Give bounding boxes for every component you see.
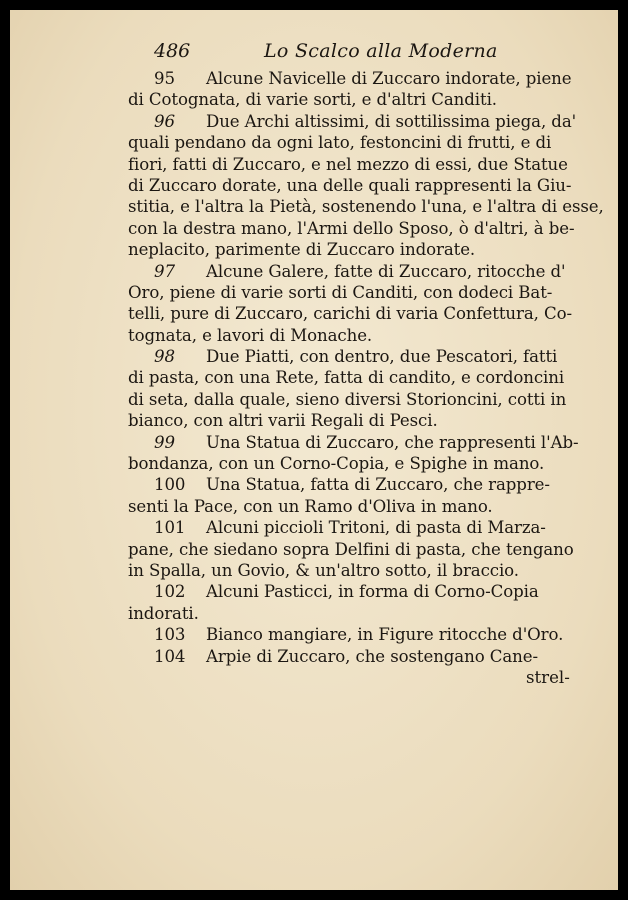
entry-99 xyxy=(36,432,606,475)
entry-text: Una Statua, fatta di Zuccaro, che rappre- xyxy=(206,475,550,495)
entry-first-line xyxy=(36,474,606,495)
entry-number: 101 xyxy=(154,518,186,538)
entry-number: 103 xyxy=(154,625,186,645)
entry-first-line xyxy=(36,346,606,367)
entry-number: 97 xyxy=(154,261,175,281)
entry-102 xyxy=(36,581,606,624)
entry-line: di Cotognata, di varie sorti, e d'altri Canditi. xyxy=(128,90,497,110)
entry-line: pane, che siedano sopra Delfini di pasta, che tengano xyxy=(128,539,574,559)
entry-number: 95 xyxy=(154,69,175,88)
entry-line: stitia, e l'altra la Pietà, sostenendo l'una, e l'altra di esse, xyxy=(128,197,604,217)
entries-list xyxy=(36,68,606,667)
entry-line: di pasta, con una Rete, fatta di candito, e cordoncini xyxy=(128,368,565,388)
entry-96 xyxy=(36,111,606,261)
entry-line: in Spalla, un Govio, & un'altro sotto, il braccio. xyxy=(128,560,519,580)
entry-text: Alcuni Pasticci, in forma di Corno-Copia xyxy=(206,582,539,602)
entry-line: neplacito, parimente di Zuccaro indorate. xyxy=(128,240,476,260)
entry-first-line xyxy=(36,261,606,282)
entry-line: fiori, fatti di Zuccaro, e nel mezzo di essi, due Statue xyxy=(128,154,568,174)
entry-text: Alcune Navicelle di Zuccaro indorate, piene xyxy=(206,69,572,88)
entry-line: indorati. xyxy=(128,603,199,623)
entry-first-line xyxy=(36,624,606,645)
entry-text: Alcune Galere, fatte di Zuccaro, ritocche d' xyxy=(206,261,566,281)
entry-number: 99 xyxy=(154,432,175,452)
entry-line: di seta, dalla quale, sieno diversi Storioncini, cotti in xyxy=(128,389,567,409)
entry-103 xyxy=(36,624,606,645)
entry-number: 102 xyxy=(154,582,186,602)
entry-line: Oro, piene di varie sorti di Canditi, con dodeci Bat- xyxy=(128,282,553,302)
entry-number: 98 xyxy=(154,347,175,367)
entry-text: Due Piatti, con dentro, due Pescatori, fatti xyxy=(206,347,558,367)
entry-text: Alcuni piccioli Tritoni, di pasta di Marza- xyxy=(206,518,546,538)
entry-95 xyxy=(36,68,606,111)
entry-first-line xyxy=(36,68,606,89)
entry-text: Una Statua di Zuccaro, che rappresenti l'Ab- xyxy=(206,432,579,452)
entry-text: Arpie di Zuccaro, che sostengano Cane- xyxy=(206,646,538,666)
entry-first-line xyxy=(36,111,606,132)
page-number: 486 xyxy=(154,40,191,62)
entry-line: telli, pure di Zuccaro, carichi di varia Confettura, Co- xyxy=(128,304,572,324)
entry-number: 100 xyxy=(154,475,186,495)
entry-line: bianco, con altri varii Regali di Pesci. xyxy=(128,411,438,431)
entry-line: senti la Pace, con un Ramo d'Oliva in mano. xyxy=(128,496,493,516)
entry-line: bondanza, con un Corno-Copia, e Spighe in mano. xyxy=(128,454,545,474)
entry-line: quali pendano da ogni lato, festoncini di frutti, e di xyxy=(128,133,552,153)
entry-line: con la destra mano, l'Armi dello Sposo, ò d'altri, à be- xyxy=(128,218,575,238)
text-block xyxy=(36,40,606,689)
entry-first-line xyxy=(36,646,606,667)
entry-text: Due Archi altissimi, di sottilissima piega, da' xyxy=(206,111,577,131)
book-page xyxy=(10,10,618,890)
entry-first-line xyxy=(36,432,606,453)
entry-98 xyxy=(36,346,606,432)
entry-101 xyxy=(36,517,606,581)
entry-first-line xyxy=(36,581,606,602)
running-head: Lo Scalco alla Moderna xyxy=(264,40,498,62)
entry-number: 104 xyxy=(154,646,186,666)
entry-97 xyxy=(36,261,606,347)
catchword: strel- xyxy=(526,667,570,687)
entry-line: tognata, e lavori di Monache. xyxy=(128,325,373,345)
entry-100 xyxy=(36,474,606,517)
entry-104 xyxy=(36,646,606,667)
entry-line: di Zuccaro dorate, una delle quali rappresenti la Giu- xyxy=(128,175,572,195)
page-header xyxy=(36,40,606,68)
entry-first-line xyxy=(36,517,606,538)
entry-number: 96 xyxy=(154,111,175,131)
entry-text: Bianco mangiare, in Figure ritocche d'Oro. xyxy=(206,625,564,645)
